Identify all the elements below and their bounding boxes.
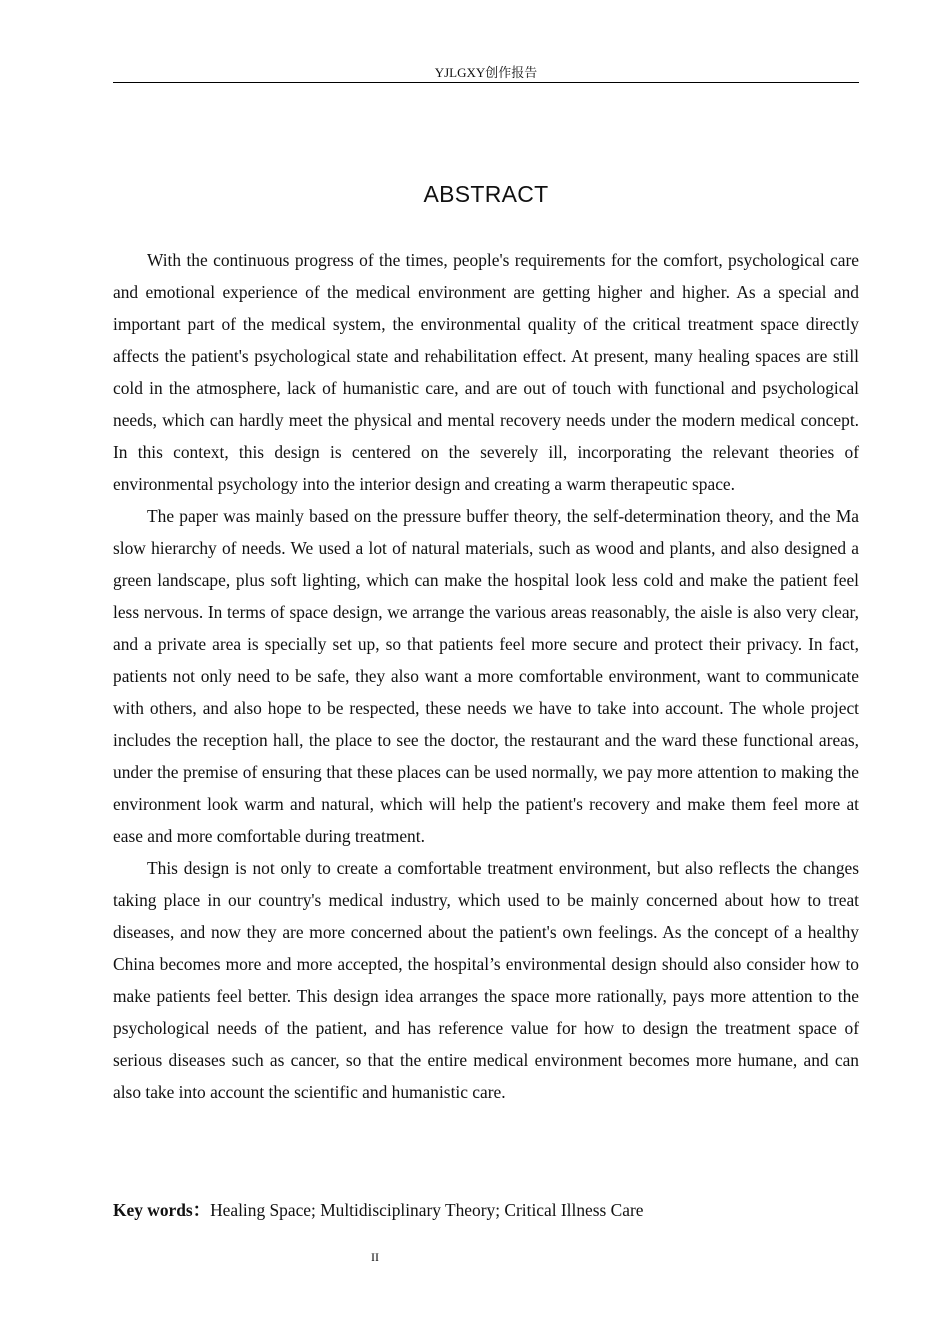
keywords-line — [113, 1197, 859, 1223]
running-header: YJLGXY创作报告 — [434, 65, 538, 80]
header-rule — [113, 82, 859, 83]
abstract-paragraph-3: This design is not only to create a comfortable treatment environment, but also reflects the changes taking place in our country's medical industry, which used to be mainly concerned about how to treat diseases, and now they are more concerned about the patient's own feelings. As the concept of a healthy China becomes more and more accepted, the hospital’s environmental design should also consider how to make patients feel better. This design idea arranges the space more rationally, pays more attention to the psychological needs of the patient, and has reference value for how to design the treatment space of serious diseases such as cancer, so that the entire medical environment becomes more humane, and can also take into account the scientific and humanistic care. — [113, 858, 859, 1102]
abstract-paragraph-1: With the continuous progress of the times, people's requirements for the comfort, psychological care and emotional experience of the medical environment are getting higher and higher. As a special and important part of the medical system, the environmental quality of the critical treatment space directly affects the patient's psychological state and rehabilitation effect. At present, many healing spaces are still cold in the atmosphere, lack of humanistic care, and are out of touch with functional and psychological needs, which can hardly meet the physical and mental recovery needs under the modern medical concept. In this context, this design is centered on the severely ill, incorporating the relevant theories of environmental psychology into the interior design and creating a warm therapeutic space. — [113, 250, 859, 494]
abstract-body — [113, 244, 859, 1108]
page-title: ABSTRACT — [423, 181, 549, 207]
abstract-paragraph-2: The paper was mainly based on the pressure buffer theory, the self-determination theory, and the Ma slow hierarchy of needs. We used a lot of natural materials, such as wood and plants, and also designed a green landscape, plus soft lighting, which can make the hospital look less cold and make the patient feel less nervous. In terms of space design, we arrange the various areas reasonably, the aisle is also very clear, and a private area is specially set up, so that patients feel more secure and protect their privacy. In fact, patients not only need to be safe, they also want a more comfortable environment, want to communicate with others, and also hope to be respected, these needs we have to take into account. The whole project includes the reception hall, the place to see the doctor, the restaurant and the ward these functional areas, under the premise of ensuring that these places can be used normally, we pay more attention to making the environment look warm and natural, which will help the patient's recovery and make them feel more at ease and more comfortable during treatment. — [113, 506, 859, 846]
page-number: II — [371, 1250, 379, 1264]
keywords-value: Healing Space; Multidisciplinary Theory; Critical Illness Care — [210, 1200, 644, 1220]
keywords-label: Key words： — [113, 1200, 211, 1220]
